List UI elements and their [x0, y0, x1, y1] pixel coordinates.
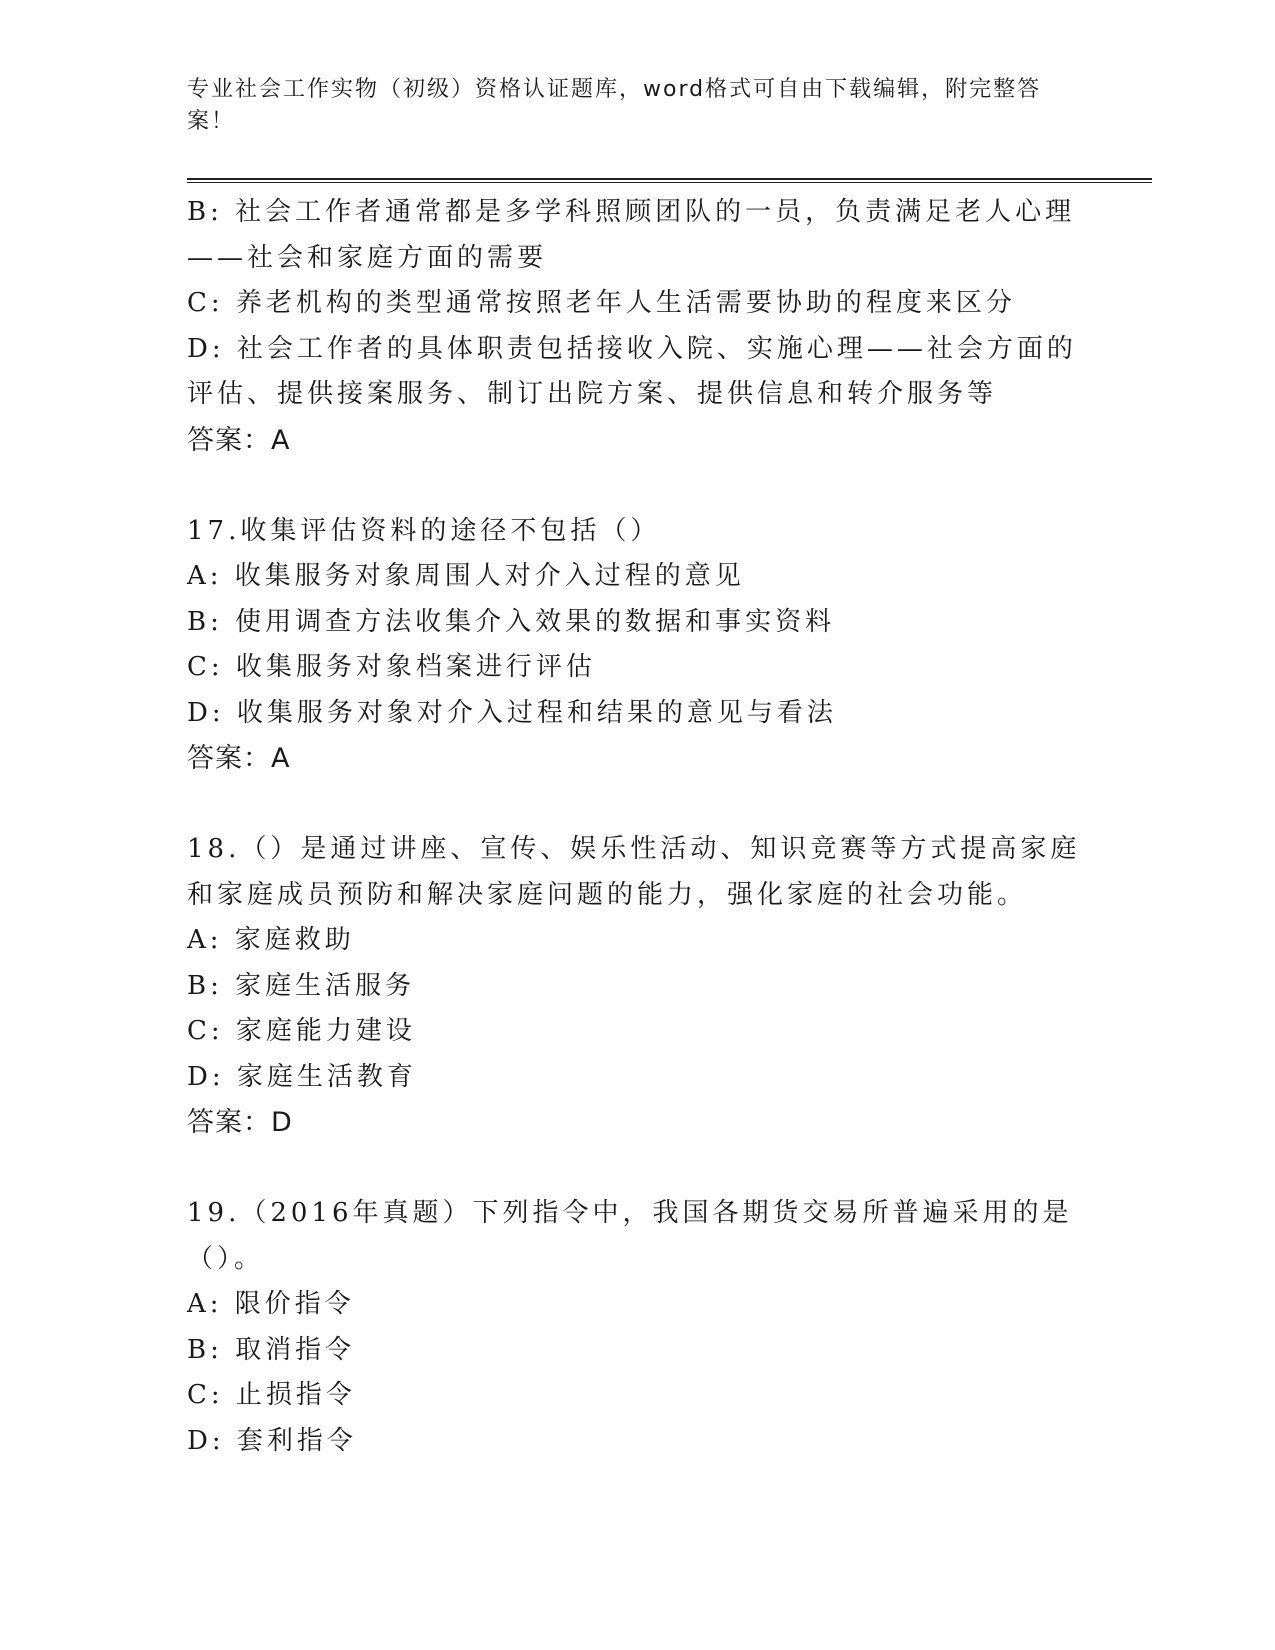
option-d: D: 收集服务对象对介入过程和结果的意见与看法 — [187, 697, 837, 728]
document-body — [187, 190, 1082, 1464]
option-c: C: 止损指令 — [187, 1380, 356, 1410]
option-d: D: 社会工作者的具体职责包括接收入院、实施心理——社会方面的评估、提供接案服务、制订出院方案、提供信息和转介服务等 — [187, 333, 1077, 409]
question-19 — [187, 1191, 1082, 1464]
header-rule-thin — [187, 182, 1152, 183]
page-header: 专业社会工作实物（初级）资格认证题库，word格式可自由下载编辑，附完整答案！ — [187, 77, 1042, 134]
option-a: A: 收集服务对象周围人对介入过程的意见 — [187, 561, 745, 591]
question-16 — [187, 190, 1082, 463]
option-c: C: 家庭能力建设 — [187, 1016, 416, 1046]
question-text: 17.收集评估资料的途径不包括（） — [187, 515, 661, 546]
answer: 答案：D — [187, 1107, 293, 1138]
spacer — [187, 1146, 1082, 1192]
spacer — [187, 463, 1082, 509]
question-text: 19.（2016年真题）下列指令中，我国各期货交易所普遍采用的是（）。 — [187, 1198, 1073, 1274]
option-a: A: 限价指令 — [187, 1289, 355, 1319]
header-rule-thick — [187, 178, 1152, 180]
question-text: 18.（）是通过讲座、宣传、娱乐性活动、知识竞赛等方式提高家庭和家庭成员预防和解决家庭问题的能力，强化家庭的社会功能。 — [187, 834, 1081, 910]
question-17 — [187, 509, 1082, 782]
option-b: B: 家庭生活服务 — [187, 970, 416, 1001]
spacer — [187, 782, 1082, 828]
option-b: B: 使用调查方法收集介入效果的数据和事实资料 — [187, 606, 836, 637]
option-d: D: 家庭生活教育 — [187, 1061, 417, 1092]
answer: 答案：A — [187, 743, 291, 774]
option-b: B: 社会工作者通常都是多学科照顾团队的一员，负责满足老人心理——社会和家庭方面的需要 — [187, 197, 1076, 273]
option-d: D: 套利指令 — [187, 1425, 357, 1456]
option-a: A: 家庭救助 — [187, 925, 355, 955]
question-18 — [187, 827, 1082, 1146]
answer: 答案：A — [187, 424, 291, 456]
option-c: C: 养老机构的类型通常按照老年人生活需要协助的程度来区分 — [187, 288, 1016, 318]
option-c: C: 收集服务对象档案进行评估 — [187, 652, 596, 682]
option-b: B: 取消指令 — [187, 1334, 356, 1365]
